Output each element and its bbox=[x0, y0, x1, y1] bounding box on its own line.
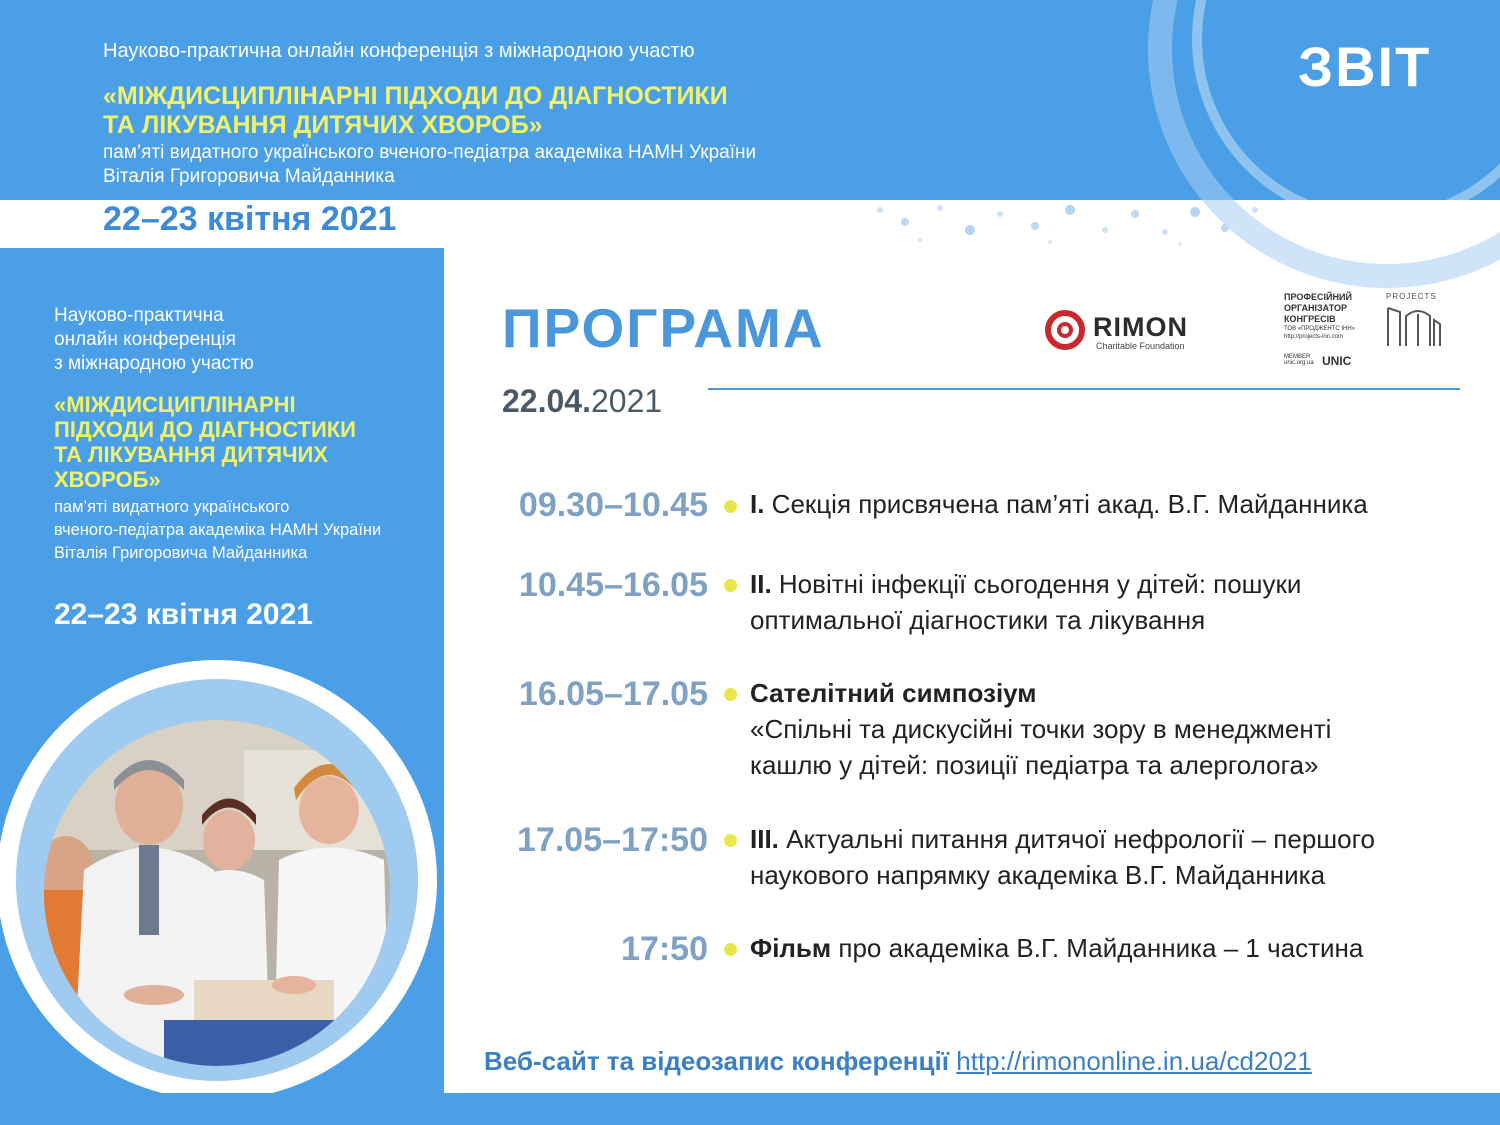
session-number: III. bbox=[750, 824, 779, 854]
session-item bbox=[750, 566, 1301, 638]
header-memory-line: пам’яті видатного українського вченого-педіатра академіка НАМН України bbox=[103, 142, 757, 163]
header-banner bbox=[0, 0, 1500, 200]
doctors-photo bbox=[44, 720, 390, 1066]
organizer-line: ПРОФЕСІЙНИЙ bbox=[1284, 292, 1352, 302]
left-intro-line: Науково-практична bbox=[54, 305, 224, 326]
left-memory-line: пам’яті видатного українського bbox=[54, 498, 290, 516]
session-text: наукового напрямку академіка В.Г. Майданника bbox=[750, 860, 1326, 890]
session-text: кашлю у дітей: позиції педіатра та алерголога» bbox=[750, 750, 1319, 780]
photo-illustration bbox=[44, 720, 390, 1066]
header-title-line: «МІЖДИСЦИПЛІНАРНІ ПІДХОДИ ДО ДІАГНОСТИКИ bbox=[103, 82, 728, 110]
session-text: про академіка В.Г. Майданника – 1 частина bbox=[831, 933, 1364, 963]
program-title: ПРОГРАМА bbox=[502, 297, 825, 359]
session-time: 17.05–17:50 bbox=[517, 821, 708, 859]
session-text: Секція присвячена пам’яті акад. В.Г. Майданника bbox=[764, 489, 1368, 519]
session-text: «Спільні та дискусійні точки зору в менеджменті bbox=[750, 714, 1332, 744]
session-time: 09.30–10.45 bbox=[518, 486, 708, 524]
left-intro-line: онлайн конференція bbox=[54, 329, 236, 350]
session-text: Актуальні питання дитячої нефрології – першого bbox=[778, 824, 1375, 854]
conference-link[interactable]: http://rimononline.in.ua/cd2021 bbox=[956, 1046, 1312, 1076]
left-title-line: ХВОРОБ» bbox=[54, 467, 161, 492]
member-site: unic.org.ua bbox=[1284, 360, 1314, 366]
header-title-line: ТА ЛІКУВАННЯ ДИТЯЧИХ ХВОРОБ» bbox=[103, 111, 543, 139]
rimon-subtitle: Charitable Foundation bbox=[1096, 341, 1185, 351]
organizer-company: ТОВ «ПРОДЖЕНТС ІНН» bbox=[1284, 326, 1356, 332]
header-name-line: Віталія Григоровича Майданника bbox=[103, 166, 395, 187]
left-memory-line: вченого-педіатра академіка НАМН України bbox=[54, 521, 382, 539]
session-text: Новітні інфекції сьогодення у дітей: пошуки bbox=[771, 569, 1302, 599]
header-date: 22–23 квітня 2021 bbox=[103, 200, 397, 238]
organizer-line: КОНГРЕСІВ bbox=[1284, 314, 1336, 324]
header-subtitle: Науково-практична онлайн конференція з міжнародною участю bbox=[103, 40, 695, 62]
report-label: ЗВІТ bbox=[1298, 35, 1432, 98]
left-title bbox=[54, 392, 356, 492]
session-number: I. bbox=[750, 489, 765, 519]
session-number: II. bbox=[750, 569, 772, 599]
session-bullet-icon bbox=[724, 688, 737, 701]
session-bullet-icon bbox=[724, 579, 737, 592]
program-divider bbox=[708, 388, 1460, 390]
left-intro-line: з міжнародною участю bbox=[54, 353, 254, 374]
program-date-bold: 22.04. bbox=[502, 383, 591, 419]
session-time: 10.45–16.05 bbox=[518, 566, 708, 604]
program-date bbox=[502, 383, 662, 420]
organizer-site: http://projects-inn.com bbox=[1284, 334, 1344, 340]
session-item bbox=[750, 486, 1368, 522]
session-item bbox=[750, 930, 1363, 966]
program-date-year: 2021 bbox=[590, 383, 663, 419]
left-date: 22–23 квітня 2021 bbox=[54, 598, 313, 631]
rimon-logo bbox=[1044, 308, 1188, 355]
rimon-name: RIMON bbox=[1093, 312, 1188, 342]
footer-note bbox=[484, 1046, 1312, 1077]
session-symposium-title: Сателітний симпозіум bbox=[750, 678, 1037, 708]
header-title bbox=[103, 82, 728, 140]
bottom-bar bbox=[0, 1093, 1500, 1125]
session-time: 16.05–17.05 bbox=[518, 675, 708, 713]
session-text: оптимальної діагностики та лікування bbox=[750, 605, 1206, 635]
footer-label: Веб-сайт та відеозапис конференції bbox=[484, 1046, 950, 1076]
member-label bbox=[1284, 354, 1314, 366]
left-panel bbox=[0, 248, 444, 1093]
unic-logo: UNIC bbox=[1322, 354, 1352, 368]
session-item bbox=[750, 821, 1375, 893]
session-time: 17:50 bbox=[621, 930, 708, 968]
left-title-line: «МІЖДИСЦИПЛІНАРНІ bbox=[54, 392, 296, 417]
organizer-block bbox=[1284, 292, 1368, 341]
session-bullet-icon bbox=[724, 943, 737, 956]
left-memory-line: Віталія Григоровича Майданника bbox=[54, 544, 308, 562]
projects-logo-label: PROJECTS bbox=[1386, 292, 1437, 301]
left-intro bbox=[54, 304, 254, 376]
session-film-label: Фільм bbox=[750, 933, 832, 963]
session-item bbox=[750, 675, 1331, 783]
session-bullet-icon bbox=[724, 834, 737, 847]
rimon-emblem-icon bbox=[1044, 308, 1086, 350]
left-title-line: ТА ЛІКУВАННЯ ДИТЯЧИХ bbox=[54, 442, 329, 467]
session-bullet-icon bbox=[724, 500, 737, 513]
member-text: MEMBER bbox=[1284, 354, 1311, 360]
organizer-line: ОРГАНІЗАТОР bbox=[1284, 303, 1348, 313]
left-title-line: ПІДХОДИ ДО ДІАГНОСТИКИ bbox=[54, 417, 356, 442]
left-memory bbox=[54, 496, 381, 565]
decor-dots bbox=[860, 200, 1280, 248]
projects-logo-icon bbox=[1384, 302, 1442, 350]
